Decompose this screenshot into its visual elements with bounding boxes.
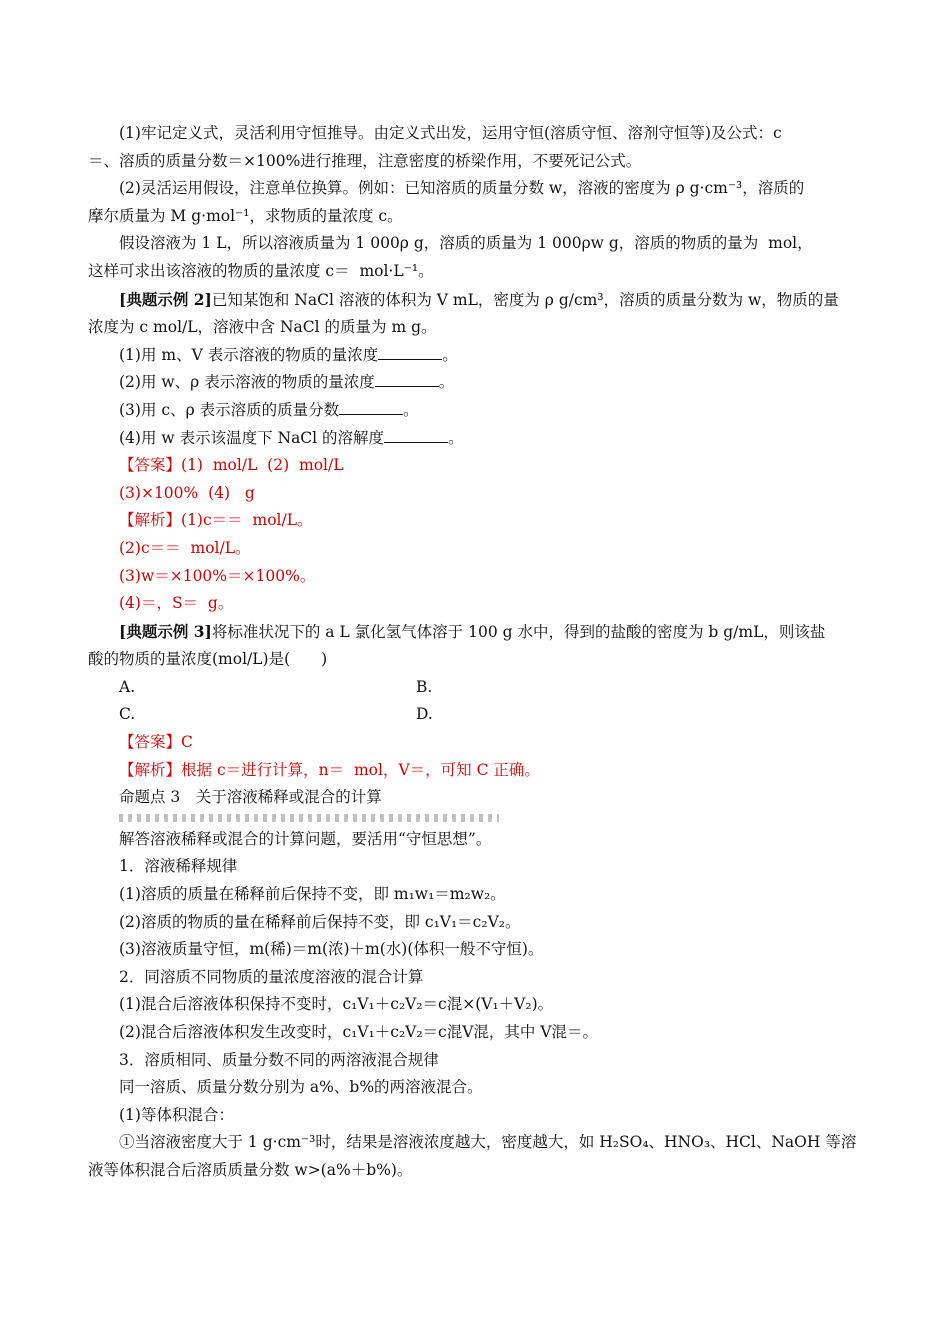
example-2-tag: [典题示例 2] [119,289,212,309]
rule-2-line-2: 摩尔质量为 M g·mol⁻¹，求物质的量浓度 c。 [88,206,403,225]
mixing-law-intro: 同一溶质、质量分数分别为 a%、b%的两溶液混合。 [119,1078,483,1097]
option-b: B. [416,677,433,696]
example-2-question-2: (2)用 w、ρ 表示溶液的物质的量浓度 。 [119,373,455,392]
example-2-stem-line-1 [88,286,864,315]
rule-1-line-2: ＝、溶质的质量分数＝×100%进行推理，注意密度的桥梁作用，不要死记公式。 [88,151,642,170]
mixing-rule-2: (2)混合后溶液体积发生改变时，c₁V₁＋c₂V₂＝c混V混，其中 V混＝。 [119,1023,599,1041]
assumption-line-1: 假设溶液为 1 L，所以溶液质量为 1 000ρ g，溶质的质量为 1 000ρw g，溶质的物质的量为 mol， [119,234,813,253]
answer-blank [384,428,448,443]
dilution-rule-2: (2)溶质的物质的量在稀释前后保持不变，即 c₁V₁＝c₂V₂。 [119,912,521,931]
example-3-stem-line-1: [典题示例 3]将标准状况下的 a L 氯化氢气体溶于 100 g 水中，得到的盐酸的密度为 b g/mL，则该盐 [119,621,826,641]
options-row-1 [88,674,864,702]
answer-tag: 【答案】 [119,733,182,752]
section-3-title: 命题点 3 关于溶液稀释或混合的计算 [119,788,382,807]
dilution-rule-1: (1)溶质的质量在稀释前后保持不变，即 m₁w₁＝m₂w₂。 [119,885,506,904]
mixing-rule-1: (1)混合后溶液体积保持不变时，c₁V₁＋c₂V₂＝c混×(V₁＋V₂)。 [119,995,554,1014]
equal-volume-heading: (1)等体积混合： [119,1105,234,1124]
rule-2-line-1: (2)灵活运用假设，注意单位换算。例如：已知溶质的质量分数 w，溶液的密度为 ρ g·cm⁻³，溶质的 [119,179,805,198]
example-2-analysis-line-1: 【解析】(1)c＝＝ mol/L。 [119,511,313,530]
example-3-answer: 【答案】C [119,733,193,752]
example-2-analysis-line-4: (4)＝，S＝ g。 [119,594,234,613]
analysis-tag: 【解析】 [119,511,182,530]
example-2-question-3: (3)用 c、ρ 表示溶质的质量分数 。 [119,400,419,419]
dilution-rule-3: (3)溶液质量守恒，m(稀)＝m(浓)＋m(水)(体积一般不守恒)。 [119,940,544,959]
heading-mixing-calc: 2．同溶质不同物质的量浓度溶液的混合计算 [119,967,424,986]
example-2-analysis-line-3: (3)w＝×100%＝×100%。 [119,566,316,585]
example-3-analysis: 【解析】根据 c＝进行计算，n＝ mol，V＝，可知 C 正确。 [119,760,540,779]
example-2-stem-line-2: 浓度为 c mol/L，溶液中含 NaCl 的质量为 m g。 [88,318,437,337]
option-d: D. [416,705,433,724]
answer-blank [339,400,403,415]
example-2-question-4: (4)用 w 表示该温度下 NaCl 的溶解度 。 [119,428,464,447]
answer-tag: 【答案】 [119,456,182,475]
wavy-divider [119,814,499,822]
assumption-line-2: 这样可求出该溶液的物质的量浓度 c＝ mol·L⁻¹。 [88,261,434,280]
analysis-tag: 【解析】 [119,760,182,779]
option-c: C. [119,705,136,724]
example-2-analysis-line-2: (2)c＝＝ mol/L。 [119,538,251,557]
example-2-text-1: 已知某饱和 NaCl 溶液的体积为 V mL，密度为 ρ g/cm³，溶质的质量分数为 w，物质的量 [211,290,839,309]
example-3-tag: [典题示例 3] [119,621,212,641]
example-3-stem-line-2: 酸的物质的量浓度(mol/L)是( ) [88,650,328,669]
example-2-answer-line-2: (3)×100% (4) g [119,483,255,502]
heading-mixing-law: 3．溶质相同、质量分数不同的两溶液混合规律 [119,1050,439,1069]
heading-dilution-rule: 1．溶液稀释规律 [119,857,238,876]
equal-volume-case-line-1: ①当溶液密度大于 1 g·cm⁻³时，结果是溶液浓度越大，密度越大，如 H₂SO₄、HNO₃、HCl、NaOH 等溶 [119,1133,857,1152]
rule-1-line-1: (1)牢记定义式，灵活利用守恒推导。由定义式出发，运用守恒(溶质守恒、溶剂守恒等)及公式：c [119,124,782,142]
answer-blank [378,345,442,360]
options-row-2 [88,701,864,729]
document-page [88,120,864,1185]
equal-volume-case-line-2: 液等体积混合后溶质质量分数 w>(a%＋b%)。 [88,1160,413,1179]
section-3-intro: 解答溶液稀释或混合的计算问题，要活用“守恒思想”。 [119,829,492,848]
answer-blank [375,372,439,387]
example-2-answer-line-1: 【答案】(1) mol/L (2) mol/L [119,456,344,475]
option-a: A. [119,677,136,696]
example-2-question-1: (1)用 m、V 表示溶液的物质的量浓度 。 [119,345,458,364]
